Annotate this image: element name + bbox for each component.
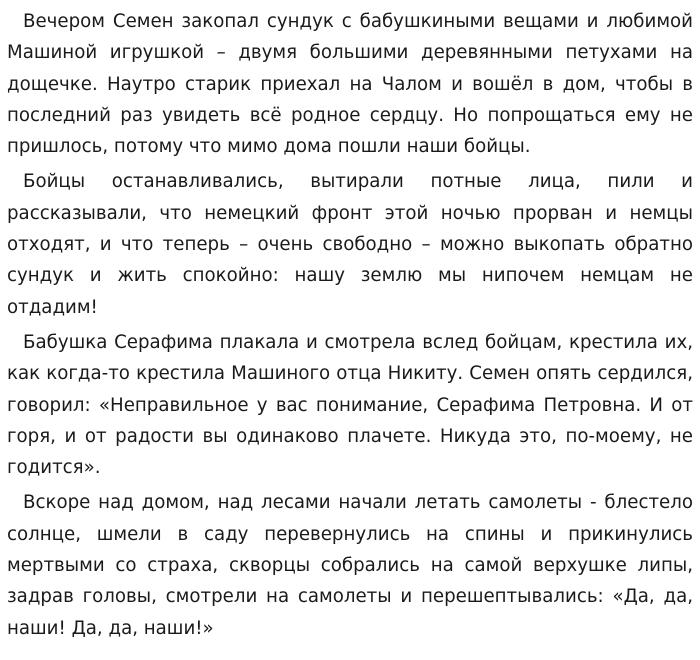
paragraph-1: Вечером Семен закопал сундук с бабушкиными вещами и любимой Машиной игрушкой – двумя большими деревянными петухами на дощечке. Наутро старик приехал на Чалом и вошёл в дом, чтобы в последний раз увидеть всё родное сердцу. Но попрощаться ему не пришлось, потому что мимо дома пошли наши бойцы. xyxy=(7,11,693,158)
paragraph-3: Бабушка Серафима плакала и смотрела вслед бойцам, крестила их, как когда-то крестила Машиного отца Никиту. Семен опять сердился, говорил: «Неправильное у вас понимание, Серафима Петровна. И от горя, и от радости вы одинаково плачете. Никуда это, по-моему, не годится». xyxy=(7,331,693,479)
document-text xyxy=(7,6,693,648)
paragraph-2: Бойцы останавливались, вытирали потные лица, пили и рассказывали, что немецкий фронт этой ночью прорван и немцы отходят, и что теперь – очень свободно – можно выкопать обратно сундук и жить спокойно: нашу землю мы нипочем немцам не отдадим! xyxy=(7,171,693,318)
paragraph-4: Вскоре над домом, над лесами начали летать самолеты - блестело солнце, шмели в саду перевернулись на спины и прикинулись мертвыми со страха, скворцы собрались на самой верхушке липы, задрав головы, смотрели на самолеты и перешептывались: «Да, да, наши! Да, да, наши!» xyxy=(7,492,693,639)
